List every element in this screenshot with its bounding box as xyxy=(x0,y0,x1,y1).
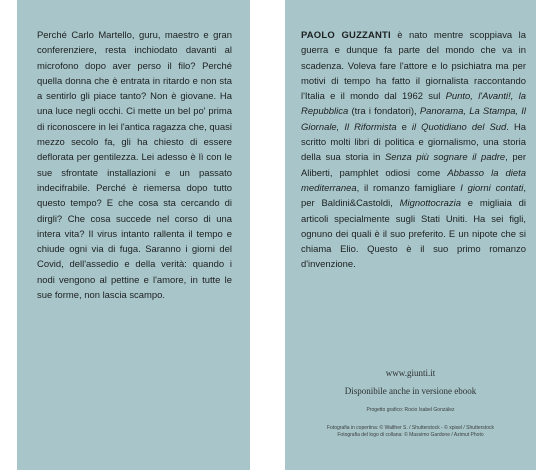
front-flap xyxy=(17,0,250,470)
bio-segment: . Ha scritto molti libri di politica e giornalismo, una storia della sua storia in xyxy=(301,121,527,164)
ebook-note: Disponibile anche in versione ebook xyxy=(344,386,477,396)
bio-title-italic: Punto, l'Avanti!, la Repubblica xyxy=(301,91,527,118)
bio-segment: , per Baldini&Castoldi, xyxy=(301,182,526,210)
bio-segment: , il romanzo famigliare xyxy=(356,182,461,194)
bio-title-italic: il Quotidiano del Sud xyxy=(411,121,507,133)
photo-credit-cover: Fotografia in copertina: © Walther S. / Shutterstock - © xpixel / Shutterstock xyxy=(327,425,494,431)
bio-title-italic: Senza più sognare il padre xyxy=(384,152,506,164)
bio-text xyxy=(301,30,526,270)
author-name: PAOLO GUZZANTI xyxy=(301,30,391,41)
synopsis-paragraph: Perché Carlo Martello, guru, maestro e gran conferenziere, resta inchiodato davanti al microfono dopo aver perso il filo? Perché quella donna che è entrata in ritardo e non sta a sentirlo gli piace tanto? Non è giovane. Ha una luce negli occhi. Ci mette un bel po' prima di riconoscere in lei l'antica ragazza che, quasi mezzo secolo fa, gli ha chiesto di essere deflorata per gentilezza. Lei adesso è lì con le sue sfrontate installazioni e un passato indecifrabile. Perché è riemersa dopo tutto questo tempo? E che cosa sta cercando di dirgli? Che cosa succede nel corso di una intera vita? Il virus intanto rallenta il tempo e chiude ogni via di fuga. Saranno i giorni del Covid, dell'assedio e della verità: quando i nodi vengono al pettine e l'amore, in tutte le sue forme, non lascia scampo. xyxy=(37,30,232,302)
bio-segment: e migliaia di articoli specialmente sugli Stati Uniti. Ha sei figli, ognuno dei quali è il suo preferito. E un nipote che si chiama Elio. Questo è il suo primo romanzo d'invenzione. xyxy=(301,198,526,271)
bio-title-italic: Abbasso la dieta mediterranea xyxy=(301,167,526,194)
bio-segment: (tra i fondatori), xyxy=(348,106,420,118)
bio-title-italic: Mignottocrazia xyxy=(399,198,461,210)
author-bio xyxy=(301,28,526,273)
bio-segment: e xyxy=(396,121,412,133)
bio-title-italic: I giorni contati xyxy=(460,182,524,194)
bio-title-italic: Panorama, La Stampa, Il Giornale, Il Riformista xyxy=(301,106,526,133)
back-flap xyxy=(285,0,536,470)
photo-credit-logo: Fotografia del logo di collana: © Massimo Gardone / Azimut Photo xyxy=(337,432,484,438)
bio-segment: è nato mentre scoppiava la guerra e dunque fa parte del mondo che va in scadenza. Voleva fare l'attore e lo psichiatra ma per motivi di tempo ha fatto il giornalista raccontando l'Italia e il mondo dal 1962 sul xyxy=(301,30,526,103)
design-credit: Progetto grafico: Rocio Isabel González xyxy=(366,407,455,413)
bio-segment: , per Aliberti, pamphlet odiosi come xyxy=(301,152,526,179)
publisher-website: www.giunti.it xyxy=(385,368,436,378)
photo-credits xyxy=(285,425,536,439)
